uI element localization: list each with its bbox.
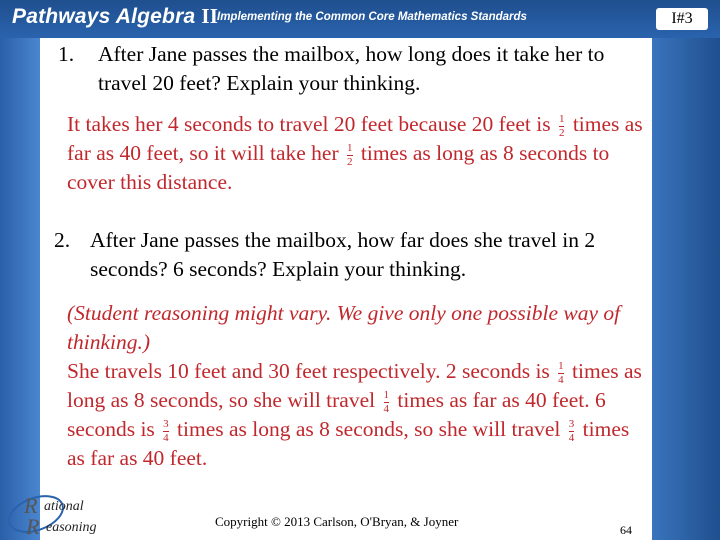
answer-2-note: (Student reasoning might vary. We give only one possible way of thinking.) (67, 301, 621, 354)
question-1-number: 1. (58, 42, 75, 66)
fraction-one-quarter: $\frac{1}{4}$ (383, 388, 389, 415)
slide-content (40, 38, 652, 540)
answer-2-part-4: times as long as 8 seconds, so she will travel (177, 417, 561, 441)
logo-word-2: easoning (46, 520, 97, 535)
logo-letter-2: R (26, 514, 40, 538)
answer-1-part-2: times as far as 40 feet, so it will take her (67, 112, 643, 165)
question-2-number: 2. (54, 228, 71, 252)
header-bar (0, 0, 720, 38)
brand-main: Pathways Algebra (12, 5, 202, 28)
logo-word-1: ational (44, 499, 84, 514)
question-1 (58, 40, 648, 98)
question-2 (54, 226, 648, 284)
fraction-one-quarter: $\frac{1}{4}$ (558, 359, 564, 386)
brand-title (12, 4, 218, 29)
brand-numeral: II (201, 4, 219, 28)
answer-2 (67, 299, 652, 473)
right-border (652, 38, 720, 540)
answer-2-part-1: She travels 10 feet and 30 feet respectively. 2 seconds is (67, 359, 550, 383)
answer-1-part-1: It takes her 4 seconds to travel 20 feet because 20 feet is (67, 112, 551, 136)
question-2-text: After Jane passes the mailbox, how far does she travel in 2 seconds? 6 seconds? Explain your thinking. (90, 228, 596, 281)
fraction-three-quarters: $\frac{3}{4}$ (163, 417, 169, 444)
answer-1 (67, 110, 652, 197)
answer-2-part-3: times as far as 40 feet. 6 seconds is (67, 388, 606, 441)
left-border (0, 38, 40, 540)
slide-code: I#3 (656, 8, 708, 30)
fraction-three-quarters: $\frac{3}{4}$ (568, 417, 575, 444)
answer-2-part-2: times as long as 8 seconds, so she will travel (67, 359, 642, 412)
question-1-text: After Jane passes the mailbox, how long does it take her to travel 20 feet? Explain your thinking. (98, 42, 605, 95)
fraction-one-half: $\frac{1}{2}$ (558, 112, 565, 139)
fraction-one-half: $\frac{1}{2}$ (347, 141, 353, 168)
page-number: 64 (620, 523, 632, 537)
brand-subtitle: Implementing the Common Core Mathematics Standards (217, 11, 527, 23)
rational-reasoning-logo (6, 490, 130, 538)
copyright-text: Copyright © 2013 Carlson, O'Bryan, & Joyner (215, 514, 459, 529)
logo-letter-1: R (24, 493, 38, 518)
answer-1-part-3: times as long as 8 seconds to cover this distance. (67, 141, 610, 194)
answer-2-part-5: times as far as 40 feet. (67, 417, 630, 470)
